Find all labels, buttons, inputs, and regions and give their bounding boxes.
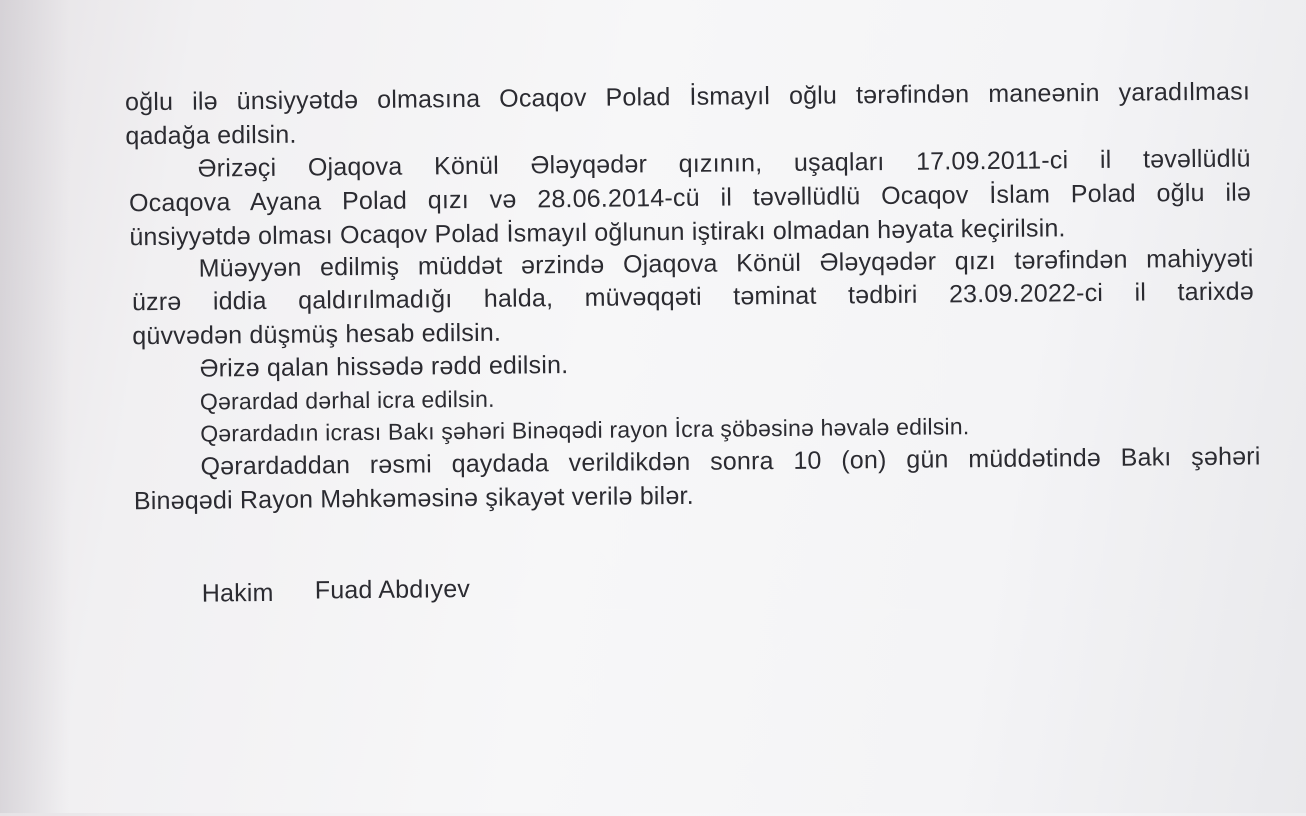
text-line-4: Ocaqova Ayana Polad qızı və 28.06.2014-cü il təvəllüdlü Ocaqov İslam Polad oğlu ilə xyxy=(128,178,1252,218)
text-line-9: Ərizə qalan hissədə rədd edilsin. xyxy=(199,351,569,383)
text-line-2: qadağa edilsin. xyxy=(125,120,297,151)
signature-name: Fuad Abdıyev xyxy=(314,575,471,605)
signature-title: Hakim xyxy=(201,578,274,608)
text-line-13: Binəqədi Rayon Məhkəməsinə şikayət verilə bilər. xyxy=(133,481,694,516)
text-line-3: Ərizəçi Ojaqova Könül Ələyqədər qızının, uşaqları 17.09.2011-ci il təvəllüdlü xyxy=(197,144,1251,183)
text-line-11: Qərardadın icrası Bakı şəhəri Binəqədi rayon İcra şöbəsinə həvalə edilsin. xyxy=(200,413,970,447)
text-line-8: qüvvədən düşmüş hesab edilsin. xyxy=(132,318,502,351)
text-line-1: oğlu ilə ünsiyyətdə olmasına Ocaqov Polad İsmayıl oğlu tərəfindən maneənin yaradılması xyxy=(124,77,1251,117)
text-line-7: üzrə iddia qaldırılmadığı halda, müvəqqəti təminat tədbiri 23.09.2022-ci il tarixdə xyxy=(131,277,1255,317)
text-line-12: Qərardaddan rəsmi qaydada verildikdən sonra 10 (on) gün müddətində Bakı şəhəri xyxy=(200,442,1261,481)
text-line-10: Qərardad dərhal icra edilsin. xyxy=(199,385,495,415)
text-line-6: Müəyyən edilmiş müddət ərzində Ojaqova Könül Ələyqədər qızı tərəfindən mahiyyəti xyxy=(198,244,1254,283)
text-line-5: ünsiyyətdə olması Ocaqov Polad İsmayıl oğlunun iştirakı olmadan həyata keçirilsin. xyxy=(129,214,1066,252)
